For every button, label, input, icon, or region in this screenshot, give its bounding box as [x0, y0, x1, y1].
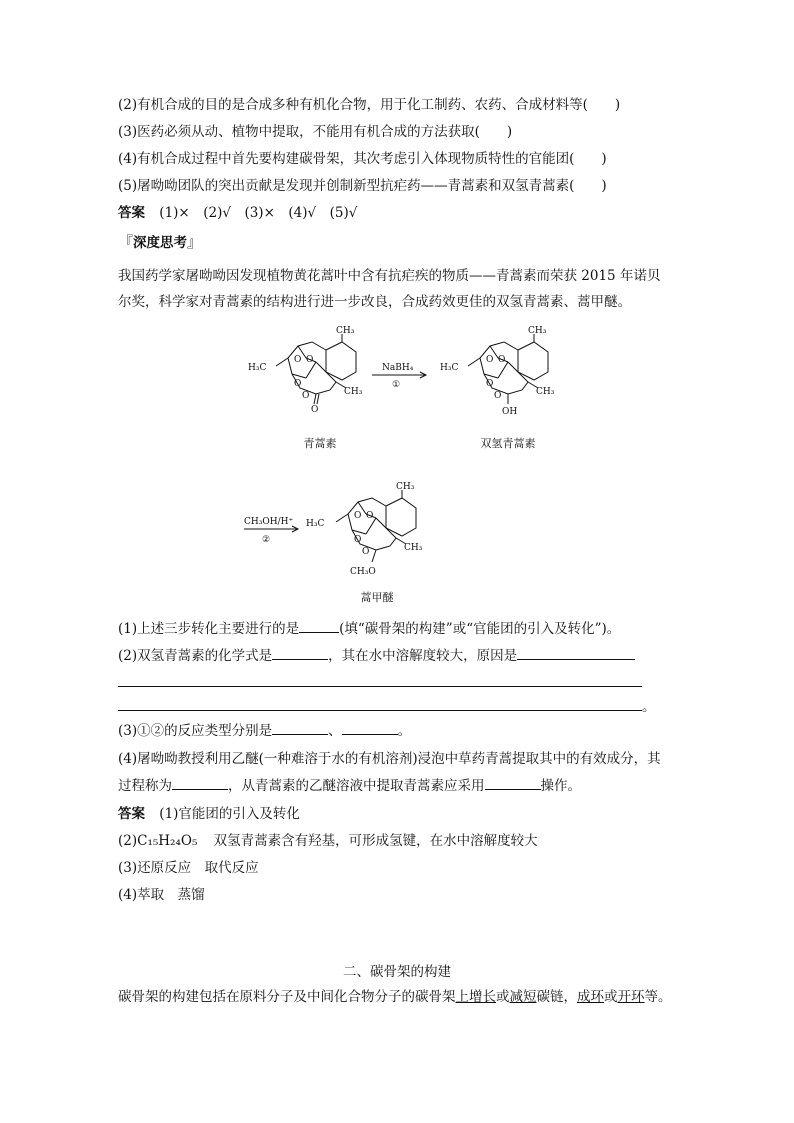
answer-4: (4)萃取 蒸馏: [118, 887, 205, 903]
section-title: 二、碳骨架的构建: [343, 964, 451, 980]
answer-label: 答案: [118, 806, 145, 822]
judge-item-3: (3)医药必须从动、植物中提取，不能用有机合成的方法获取( ): [118, 124, 513, 140]
answer-blank: [272, 720, 328, 735]
o-label: O: [294, 355, 302, 365]
o-label: O: [311, 405, 319, 415]
answer-blank: [342, 720, 398, 735]
compound-artemether-label: 蒿甲醚: [360, 591, 394, 604]
o-label: O: [354, 511, 362, 521]
intro-line-1: 我国药学家屠呦呦因发现植物黄花蒿叶中含有抗疟疾的物质——青蒿素而荣获 2015 年诺贝: [118, 268, 661, 284]
answer-3: (3)还原反应 取代反应: [118, 860, 259, 876]
ch3-label: CH₃: [528, 326, 547, 336]
dihydroartemisinin-structure: [432, 322, 562, 422]
question-2: (2)双氢青蒿素的化学式是 ，其在水中溶解度较大，原因是: [118, 645, 635, 666]
compound-artemisinin-label: 青蒿素: [303, 437, 337, 450]
step-2-marker: ②: [262, 535, 271, 545]
answer-text: (1)× (2)√ (3)× (4)√ (5)√: [159, 205, 358, 221]
oh-label: OH: [502, 407, 518, 417]
question-2-end: 。: [642, 699, 656, 715]
section-2-paragraph: 碳骨架的构建包括在原料分子及中间化合物分子的碳骨架上增长或减短碳链，成环或开环等。: [118, 989, 672, 1005]
question-1: (1)上述三步转化主要进行的是 (填“碳骨架的构建”或“官能团的引入及转化”)。: [118, 618, 620, 639]
o-label: O: [294, 379, 302, 389]
answer-rule: [118, 686, 642, 687]
artemisinin-structure: [240, 322, 370, 422]
h3c-label: H₃C: [440, 363, 459, 373]
reagent-methanol: CH₃OH/H⁺: [244, 517, 294, 527]
o-label: O: [354, 535, 362, 545]
ch3-label: CH₃: [536, 387, 555, 397]
answer-label: 答案: [118, 205, 145, 221]
answer-blank: [299, 618, 339, 633]
question-3: (3)①②的反应类型分别是 、 。: [118, 720, 411, 741]
artemether-structure: [300, 478, 430, 582]
step-1-marker: ①: [392, 380, 401, 390]
judge-item-2: (2)有机合成的目的是合成多种有机化合物，用于化工制药、农药、合成材料等( ): [118, 97, 621, 113]
reaction-arrow-2: [242, 512, 302, 546]
o-label: O: [486, 355, 494, 365]
o-label: O: [366, 511, 374, 521]
answer-blank: [172, 775, 228, 790]
ch3-label: CH₃: [404, 543, 423, 553]
question-4-line-2: 过程称为 ，从青蒿素的乙醚溶液中提取青蒿素应采用 操作。: [118, 775, 581, 796]
h3c-label: H₃C: [248, 363, 267, 373]
reagent-nabh4: NaBH₄: [382, 363, 414, 373]
answer-2: (2)C₁₅H₂₄O₅ 双氢青蒿素含有羟基，可形成氢键，在水中溶解度较大: [118, 833, 538, 849]
intro-line-2: 尔奖，科学家对青蒿素的结构进行进一步改良，合成药效更佳的双氢青蒿素、蒿甲醚。: [118, 294, 631, 310]
o-label: O: [362, 547, 370, 557]
compound-dihydroartemisinin-label: 双氢青蒿素: [480, 437, 536, 450]
o-label: O: [486, 379, 494, 389]
o-label: O: [498, 355, 506, 365]
deep-thinking-heading: 『深度思考』: [118, 233, 203, 251]
o-label: O: [306, 355, 314, 365]
answer-blank: [485, 775, 541, 790]
answer-blank: [517, 645, 635, 660]
o-label: O: [494, 391, 502, 401]
judge-answer: [118, 203, 357, 223]
o-label: O: [302, 391, 310, 401]
judge-item-5: (5)屠呦呦团队的突出贡献是发现并创制新型抗疟药——青蒿素和双氢青蒿素( ): [118, 178, 607, 194]
ch3-label: CH₃: [396, 482, 415, 492]
ch3-label: CH₃: [344, 387, 363, 397]
ch3o-label: CH₃O: [350, 567, 376, 577]
reaction-arrow-1: [370, 360, 430, 390]
question-4-line-1: (4)屠呦呦教授利用乙醚(一种难溶于水的有机溶剂)浸泡中草药青蒿提取其中的有效成分，其: [118, 751, 661, 767]
answer-blank: [272, 645, 328, 660]
h3c-label: H₃C: [306, 519, 325, 529]
answer-rule: [118, 710, 642, 711]
ch3-label: CH₃: [336, 326, 355, 336]
answer-1: 答案 (1)官能团的引入及转化: [118, 806, 300, 822]
judge-item-4: (4)有机合成过程中首先要构建碳骨架，其次考虑引入体现物质特性的官能团( ): [118, 151, 607, 167]
